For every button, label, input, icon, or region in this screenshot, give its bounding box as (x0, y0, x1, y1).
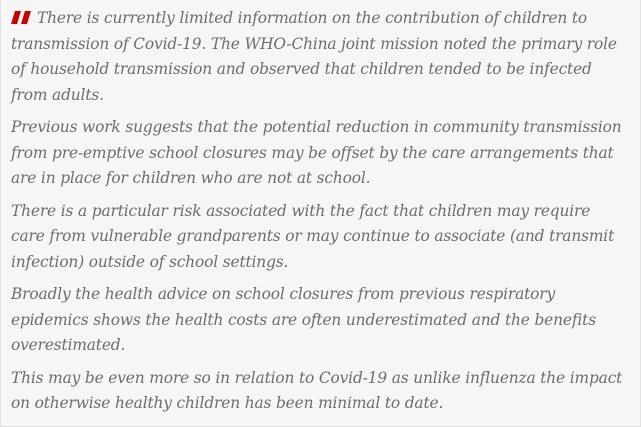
quote-paragraph-4: Broadly the health advice on school closures from previous respiratory epidemics shows the health costs are often underestimated and the benefits overestimated. (11, 285, 596, 354)
quote-paragraph-2: Previous work suggests that the potential reduction in community transmission from pre-emptive school closures may be offset by the care arrangements that are in place for children who are not at school. (11, 118, 622, 187)
quote-paragraph-3: There is a particular risk associated with the fact that children may require care from vulnerable grandparents or may continue to associate (and transmit infection) outside of school settings. (11, 201, 615, 271)
quote-paragraph-5: This may be even more so in relation to Covid-19 as unlike influenza the impact on otherwise healthy children has been minimal to date. (11, 368, 623, 412)
quote-paragraph-1 (11, 6, 628, 108)
quote-mark-icon (11, 7, 33, 20)
quote-paragraph-1-text: There is currently limited information on the contribution of children to transmission of Covid-19. The WHO-China joint mission noted the primary role of household transmission and observed that children tended to be infected from adults. (11, 9, 617, 104)
